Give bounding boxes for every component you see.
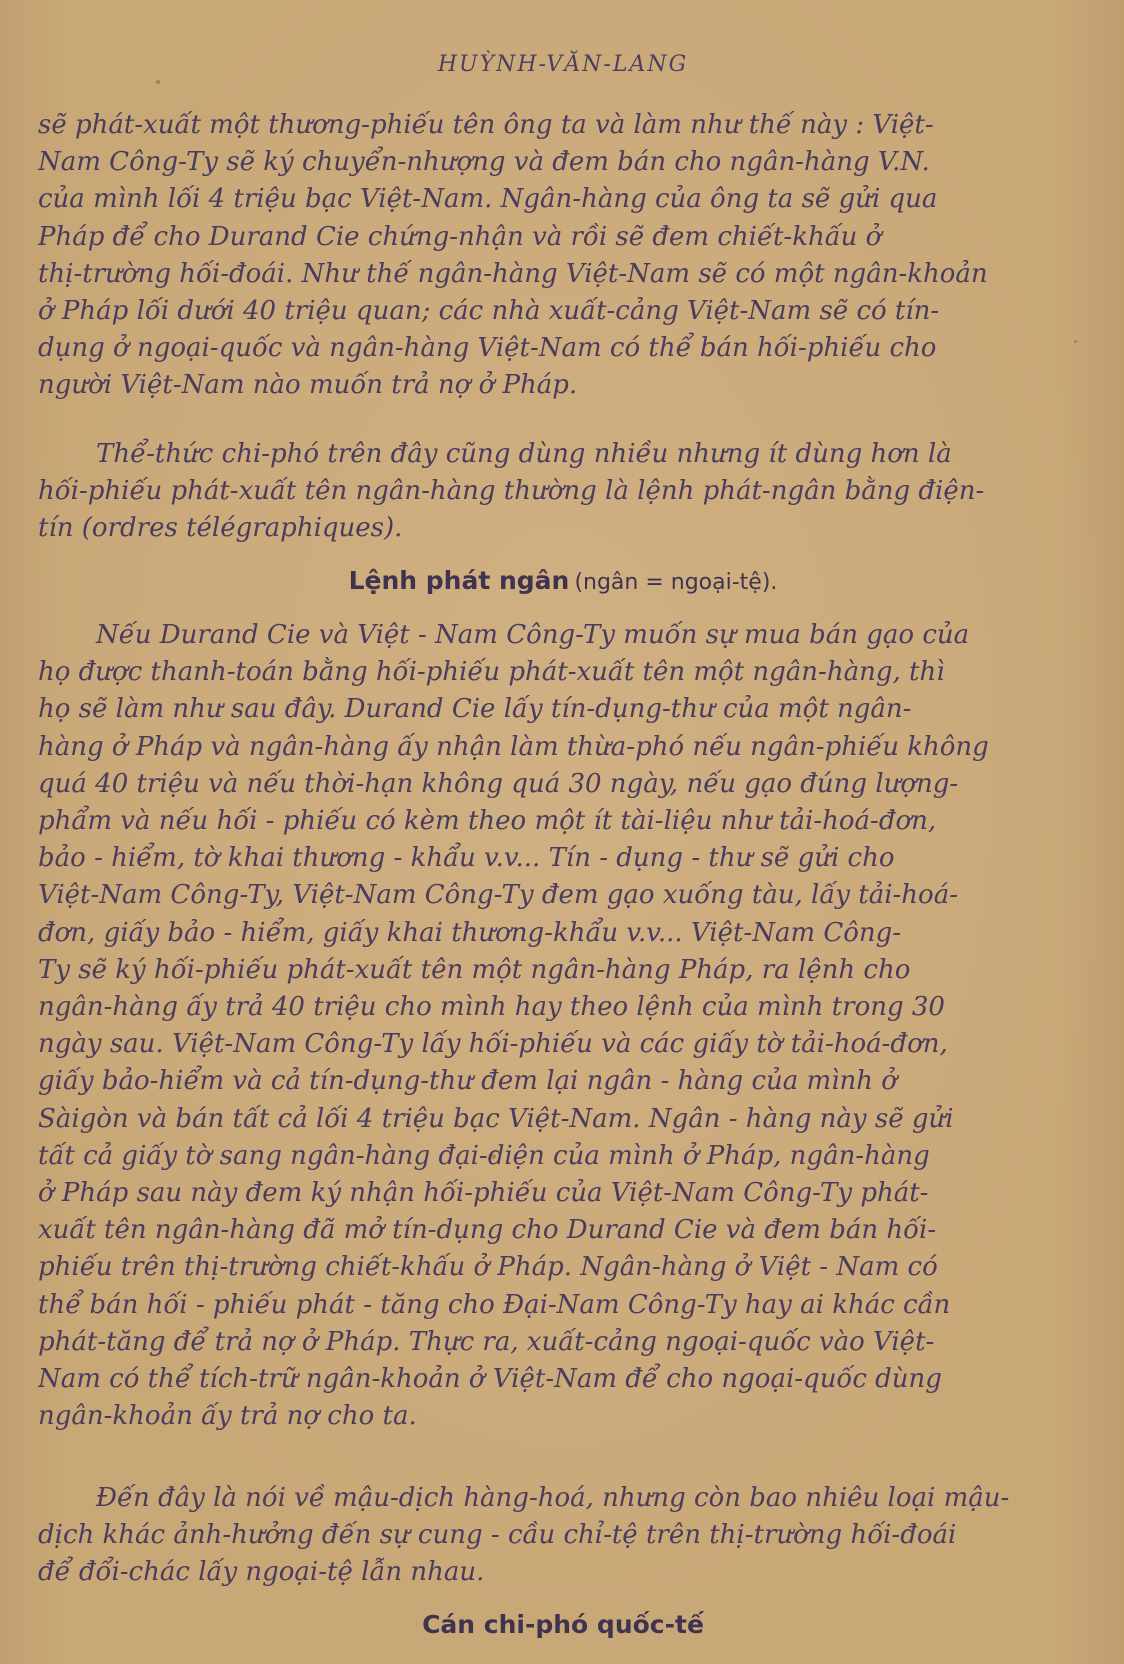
text-line: xuất tên ngân-hàng đã mở tín-dụng cho Durand Cie và đem bán hối- — [38, 1215, 937, 1246]
text-line: Pháp để cho Durand Cie chứng-nhận và rồi sẽ đem chiết-khấu ở — [38, 221, 882, 252]
text-line: của mình lối 4 triệu bạc Việt-Nam. Ngân-hàng của ông ta sẽ gửi qua — [38, 184, 938, 215]
text-line: họ được thanh-toán bằng hối-phiếu phát-xuất tên một ngân-hàng, thì — [38, 657, 945, 688]
heading-title: Cán chi-phó quốc-tế — [422, 1610, 704, 1639]
text-line: Đến đây là nói về mậu-dịch hàng-hoá, nhưng còn bao nhiêu loại mậu- — [96, 1483, 1010, 1513]
text-line: họ sẽ làm như sau đây. Durand Cie lấy tín-dụng-thư của một ngân- — [38, 694, 912, 725]
book-page — [38, 0, 1088, 1664]
paragraph-4 — [38, 1480, 1083, 1592]
section-heading-can-chi-pho — [38, 1610, 1088, 1639]
text-line: dụng ở ngoại-quốc và ngân-hàng Việt-Nam có thể bán hối-phiếu cho — [38, 333, 937, 364]
text-line: người Việt-Nam nào muốn trả nợ ở Pháp. — [38, 370, 578, 401]
running-header: HUỲNH-VĂN-LANG — [437, 52, 689, 77]
paper-speck — [1074, 340, 1077, 343]
text-line: hối-phiếu phát-xuất tên ngân-hàng thường là lệnh phát-ngân bằng điện- — [38, 476, 985, 507]
text-line: thể bán hối - phiếu phát - tăng cho Đại-Nam Công-Ty hay ai khác cần — [38, 1289, 951, 1320]
text-line: Ty sẽ ký hối-phiếu phát-xuất tên một ngân-hàng Pháp, ra lệnh cho — [38, 954, 911, 985]
text-line: ngân-hàng ấy trả 40 triệu cho mình hay theo lệnh của mình trong 30 — [38, 992, 945, 1023]
section-heading-lenh-phat-ngan — [38, 566, 1088, 595]
text-line: bảo - hiểm, tờ khai thương - khẩu v.v... Tín - dụng - thư sẽ gửi cho — [38, 843, 895, 874]
text-line: giấy bảo-hiểm và cả tín-dụng-thư đem lại ngân - hàng của mình ở — [38, 1066, 897, 1097]
text-line: phiếu trên thị-trường chiết-khấu ở Pháp. Ngân-hàng ở Việt - Nam có — [38, 1252, 938, 1283]
text-line: tất cả giấy tờ sang ngân-hàng đại-diện của mình ở Pháp, ngân-hàng — [38, 1140, 930, 1171]
text-line: để đổi-chác lấy ngoại-tệ lẫn nhau. — [38, 1557, 485, 1588]
text-line: ở Pháp sau này đem ký nhận hối-phiếu của Việt-Nam Công-Ty phát- — [38, 1178, 929, 1209]
text-line: sẽ phát-xuất một thương-phiếu tên ông ta và làm như thế này : Việt- — [38, 110, 934, 140]
paragraph-2 — [38, 436, 1083, 548]
text-line: Việt-Nam Công-Ty, Việt-Nam Công-Ty đem gạo xuống tàu, lấy tải-hoá- — [38, 880, 958, 911]
text-line: ngân-khoản ấy trả nợ cho ta. — [38, 1401, 417, 1432]
text-line: dịch khác ảnh-hưởng đến sự cung - cầu chỉ-tệ trên thị-trường hối-đoái — [38, 1520, 957, 1551]
text-line: Nam có thể tích-trữ ngân-khoản ở Việt-Nam để cho ngoại-quốc dùng — [38, 1364, 942, 1395]
text-line: hàng ở Pháp và ngân-hàng ấy nhận làm thừa-phó nếu ngân-phiếu không — [38, 731, 989, 762]
text-line: Sàigòn và bán tất cả lối 4 triệu bạc Việt-Nam. Ngân - hàng này sẽ gửi — [38, 1103, 954, 1134]
text-line: Nếu Durand Cie và Việt - Nam Công-Ty muốn sự mua bán gạo của — [96, 620, 970, 650]
text-line: ở Pháp lối dưới 40 triệu quan; các nhà xuất-cảng Việt-Nam sẽ có tín- — [38, 296, 940, 327]
text-line: đơn, giấy bảo - hiểm, giấy khai thương-khẩu v.v... Việt-Nam Công- — [38, 917, 902, 948]
text-line: ngày sau. Việt-Nam Công-Ty lấy hối-phiếu và các giấy tờ tải-hoá-đơn, — [38, 1029, 948, 1060]
text-line: Thể-thức chi-phó trên đây cũng dùng nhiều nhưng ít dùng hơn là — [96, 439, 952, 469]
heading-subtitle: (ngân = ngoại-tệ). — [574, 570, 778, 595]
paragraph-3 — [38, 617, 1083, 1435]
text-line: thị-trường hối-đoái. Như thế ngân-hàng Việt-Nam sẽ có một ngân-khoản — [38, 258, 988, 289]
paper-speck — [490, 1154, 496, 1159]
text-line: phát-tăng để trả nợ ở Pháp. Thực ra, xuất-cảng ngoại-quốc vào Việt- — [38, 1326, 935, 1357]
text-line: Nam Công-Ty sẽ ký chuyển-nhượng và đem bán cho ngân-hàng V.N. — [38, 147, 930, 178]
heading-title: Lệnh phát ngân — [348, 566, 570, 595]
text-line: tín (ordres télégraphiques). — [38, 513, 403, 544]
text-line: quá 40 triệu và nếu thời-hạn không quá 30 ngày, nếu gạo đúng lượng- — [38, 768, 959, 799]
paper-speck — [156, 80, 160, 84]
paragraph-1 — [38, 107, 1083, 405]
text-line: phẩm và nếu hối - phiếu có kèm theo một ít tài-liệu như tải-hoá-đơn, — [38, 806, 937, 837]
